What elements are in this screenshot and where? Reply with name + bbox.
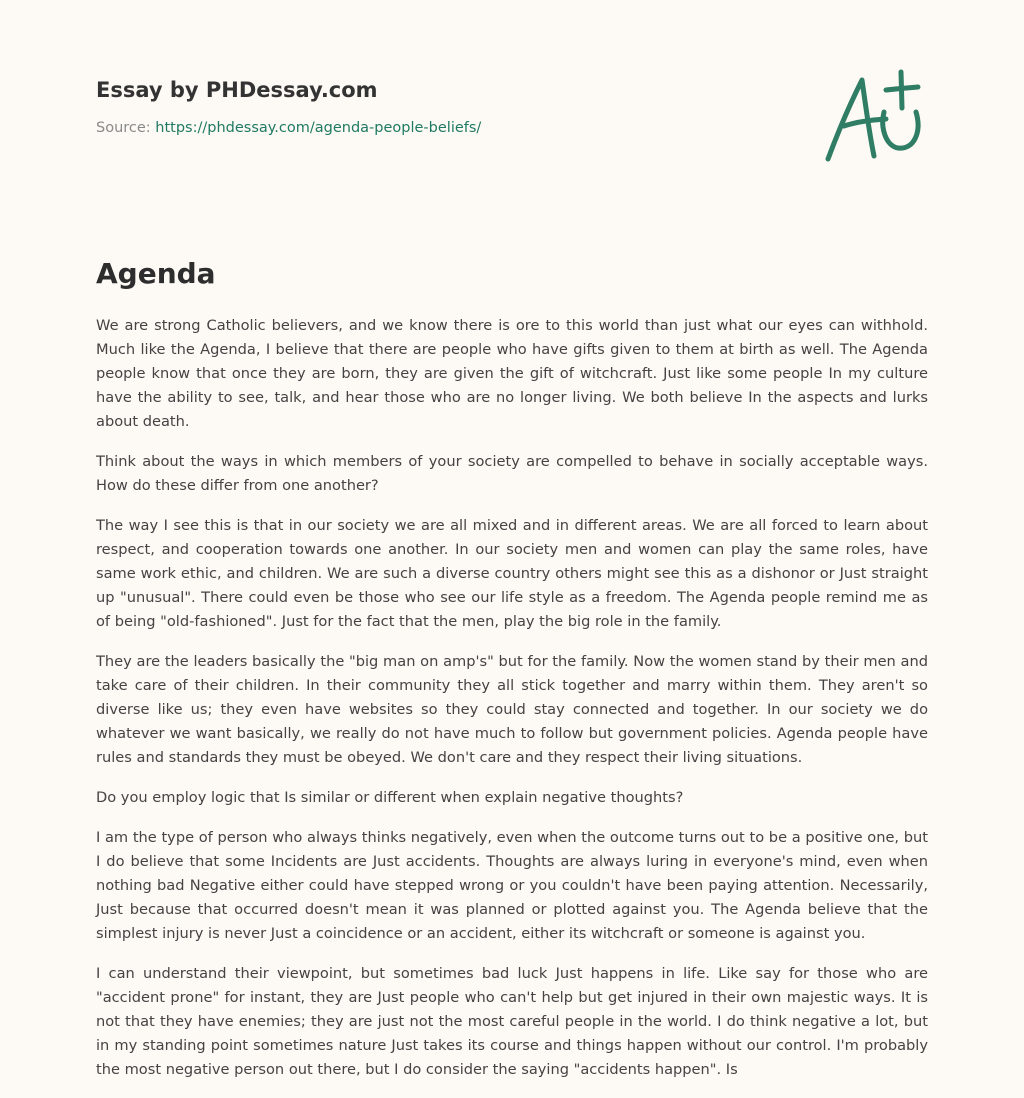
essay-title: Agenda bbox=[96, 257, 216, 290]
essay-paragraph: We are strong Catholic believers, and we know there is ore to this world than just what our eyes can withhold. Much like the Agenda, I believe that there are people who have gifts given to them at birth as well. The Agenda people know that once they are born, they are given the gift of witchcraft. Just like some people In my culture have the ability to see, talk, and hear those who are no longer living. We both believe In the aspects and lurks about death. bbox=[96, 317, 928, 430]
essay-paragraph: The way I see this is that in our society we are all mixed and in different areas. We are all forced to learn about respect, and cooperation towards one another. In our society men and women can play the same roles, have same work ethic, and children. We are such a diverse country others might see this as a dishonor or Just straight up "unusual". There could even be those who see our life style as a freedom. The Agenda people remind me as of being "old-fashioned". Just for the fact that the men, play the big role in the family. bbox=[96, 517, 928, 630]
essay-paragraph: They are the leaders basically the "big man on amp's" but for the family. Now the women stand by their men and take care of their children. In their community they all stick together and marry within them. They aren't so diverse like us; they even have websites so they could stay connected and together. In our society we do whatever we want basically, we really do not have much to follow but government policies. Agenda people have rules and standards they must be obeyed. We don't care and they respect their living situations. bbox=[96, 653, 928, 766]
essay-paragraph: I am the type of person who always thinks negatively, even when the outcome turns out to be a positive one, but I do believe that some Incidents are Just accidents. Thoughts are always luring in everyone's mind, even when nothing bad Negative either could have stepped wrong or you couldn't have been paying attention. Necessarily, Just because that occurred doesn't mean it was planned or plotted against you. The Agenda believe that the simplest injury is never Just a coincidence or an accident, either its witchcraft or someone is against you. bbox=[96, 829, 928, 942]
site-title: Essay by PHDessay.com bbox=[96, 78, 378, 102]
essay-paragraph: Do you employ logic that Is similar or different when explain negative thoughts? bbox=[96, 789, 684, 806]
source-line bbox=[96, 118, 796, 138]
page-header bbox=[96, 74, 796, 138]
source-link[interactable]: https://phdessay.com/agenda-people-beliefs/ bbox=[155, 120, 482, 136]
essay-paragraph: I can understand their viewpoint, but sometimes bad luck Just happens in life. Like say for those who are "accident prone" for instant, they are Just people who can't help but get injured in their own majestic ways. It is not that they have enemies; they are just not the most careful people in the world. I do think negative a lot, but in my standing point sometimes nature Just takes its course and things happen without our control. I'm probably the most negative person out there, but I do consider the saying "accidents happen". Is bbox=[96, 965, 928, 1078]
source-label: Source: bbox=[96, 120, 151, 136]
essay-paragraph: Think about the ways in which members of your society are compelled to behave in socially acceptable ways. How do these differ from one another? bbox=[96, 453, 928, 494]
a-plus-grade-icon bbox=[822, 66, 928, 166]
essay-body bbox=[96, 314, 928, 1098]
